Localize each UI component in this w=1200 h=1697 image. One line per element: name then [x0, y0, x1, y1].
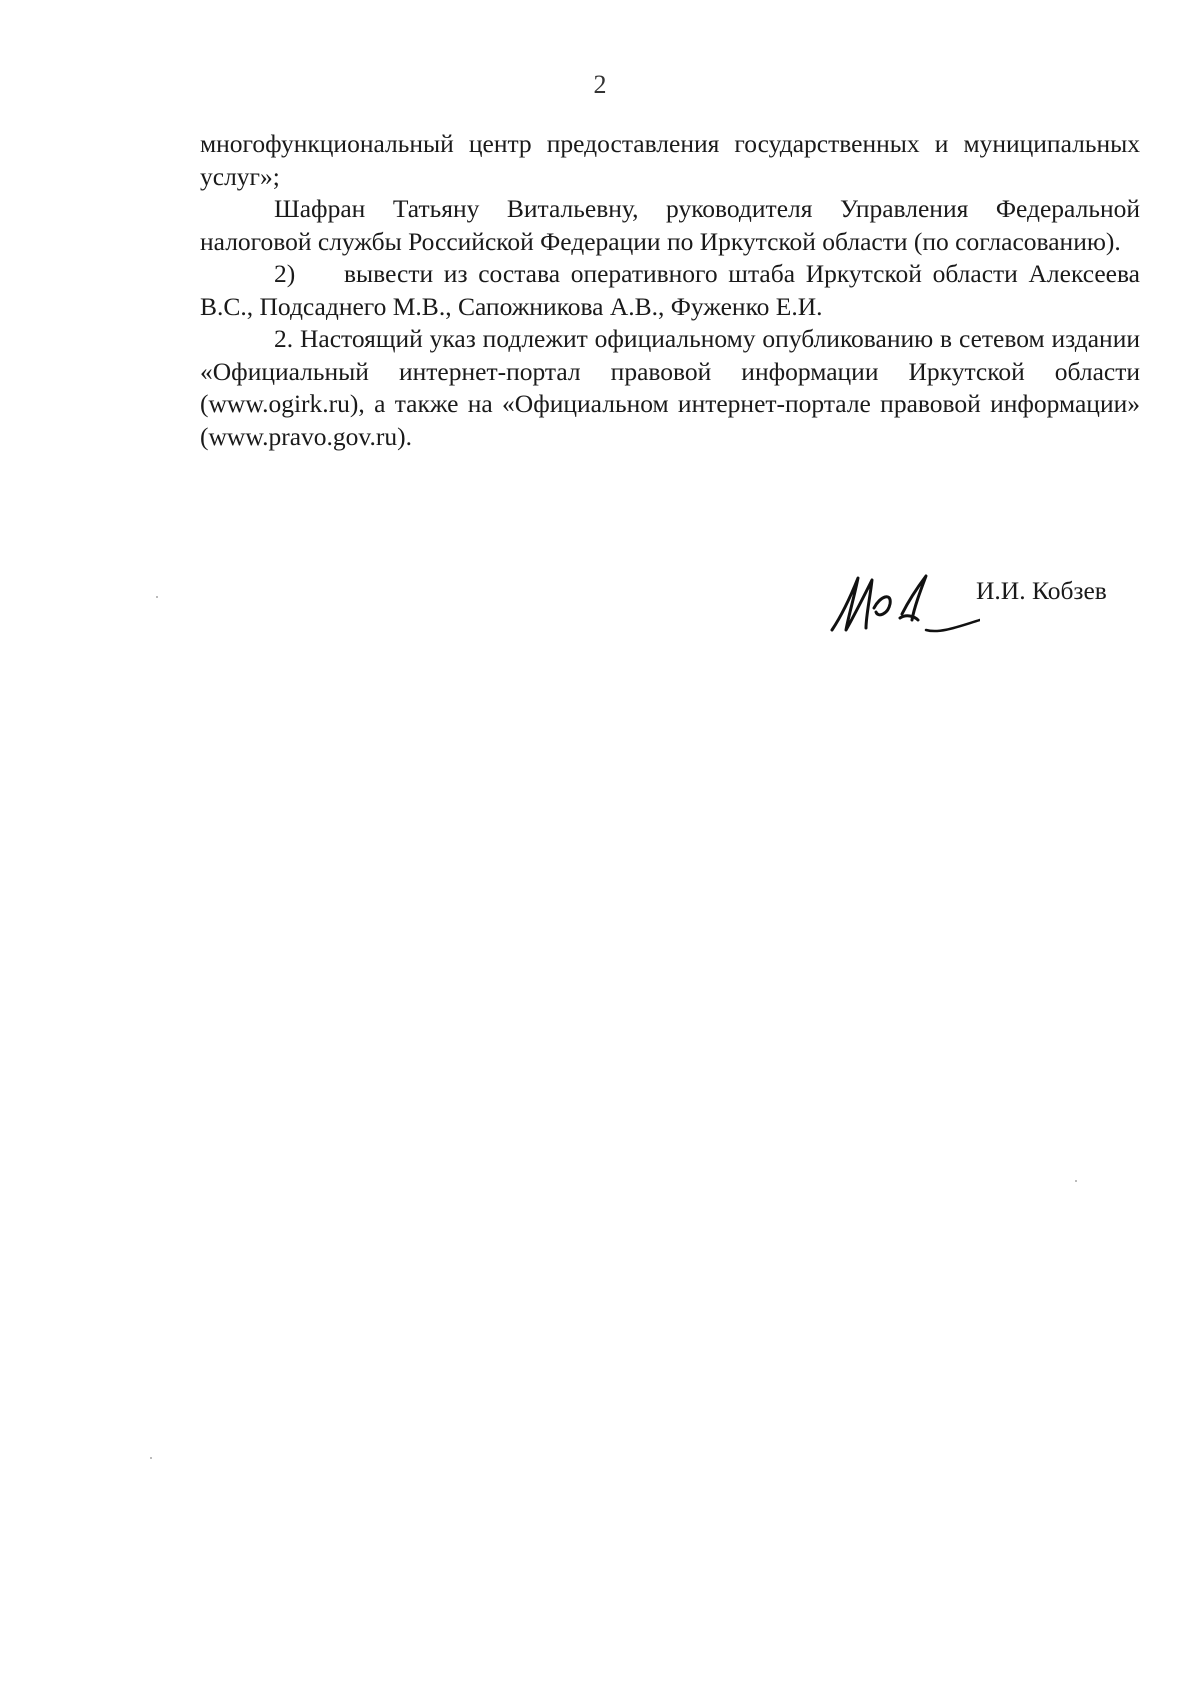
scan-speck [156, 596, 158, 598]
paragraph-publication: 2. Настоящий указ подлежит официальному опубликованию в сетевом издании «Официальный интернет-портал правовой информации Иркутской области (www.ogirk.ru), а также на «Официальном интернет-портале правовой информации» (www.pravo.gov.ru). [200, 324, 1140, 451]
handwritten-signature [830, 568, 980, 648]
signer-name: И.И. Кобзев [976, 576, 1107, 605]
scan-speck [150, 1457, 152, 1459]
document-body [200, 128, 1140, 453]
page-number: 2 [593, 70, 607, 99]
item-number: 2) [274, 259, 296, 288]
scan-speck [1075, 1180, 1077, 1182]
paragraph-shafran: Шафран Татьяну Витальевну, руководителя Управления Федеральной налоговой службы Российской Федерации по Иркутской области (по согласованию). [200, 194, 1140, 256]
item-text: вывести из состава оперативного штаба Иркутской области Алексеева В.С., Подсаднего М.В., Сапожникова А.В., Фуженко Е.И. [200, 259, 1140, 321]
paragraph-continuation: многофункциональный центр предоставления государственных и муниципальных услуг»; [200, 129, 1140, 191]
signature-block [830, 568, 1160, 658]
paragraph-item-2 [200, 258, 1140, 323]
